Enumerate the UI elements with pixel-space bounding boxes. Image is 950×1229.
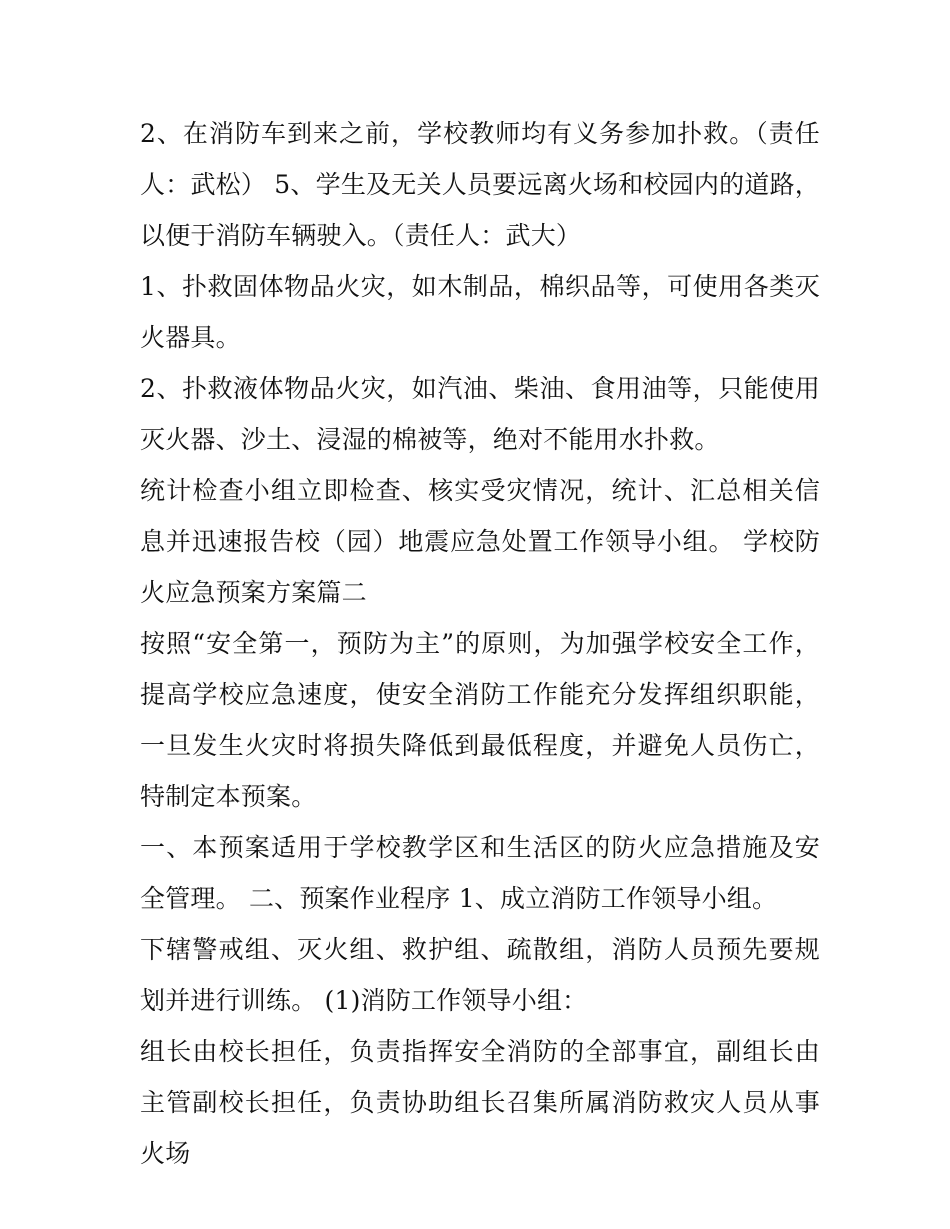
- document-page: [140, 108, 820, 1179]
- paragraph-8: 组长由校长担任，负责指挥安全消防的全部事宜，副组长由主管副校长担任，负责协助组长召集所属消防救灾人员从事火场: [140, 1037, 820, 1168]
- paragraph-2: 1、扑救固体物品火灾，如木制品，棉织品等，可使用各类灭火器具。: [140, 272, 820, 352]
- paragraph-6: 一、本预案适用于学校教学区和生活区的防火应急措施及安全管理。 二、预案作业程序 1、成立消防工作领导小组。: [140, 833, 820, 913]
- paragraph-5: 按照“安全第一，预防为主”的原则，为加强学校安全工作，提高学校应急速度，使安全消防工作能充分发挥组织职能，一旦发生火灾时将损失降低到最低程度，并避免人员伤亡，特制定本预案。: [140, 629, 820, 811]
- paragraph-3: 2、扑救液体物品火灾，如汽油、柴油、食用油等，只能使用灭火器、沙土、浸湿的棉被等，绝对不能用水扑救。: [140, 374, 820, 454]
- paragraph-1: 2、在消防车到来之前，学校教师均有义务参加扑救。（责任人：武松） 5、学生及无关人员要远离火场和校园内的道路，以便于消防车辆驶入。（责任人：武大）: [140, 119, 820, 250]
- paragraph-7: 下辖警戒组、灭火组、救护组、疏散组，消防人员预先要规划并进行训练。 (1)消防工作领导小组：: [140, 935, 820, 1015]
- paragraph-4: 统计检查小组立即检查、核实受灾情况，统计、汇总相关信息并迅速报告校（园）地震应急处置工作领导小组。 学校防火应急预案方案篇二: [140, 476, 820, 607]
